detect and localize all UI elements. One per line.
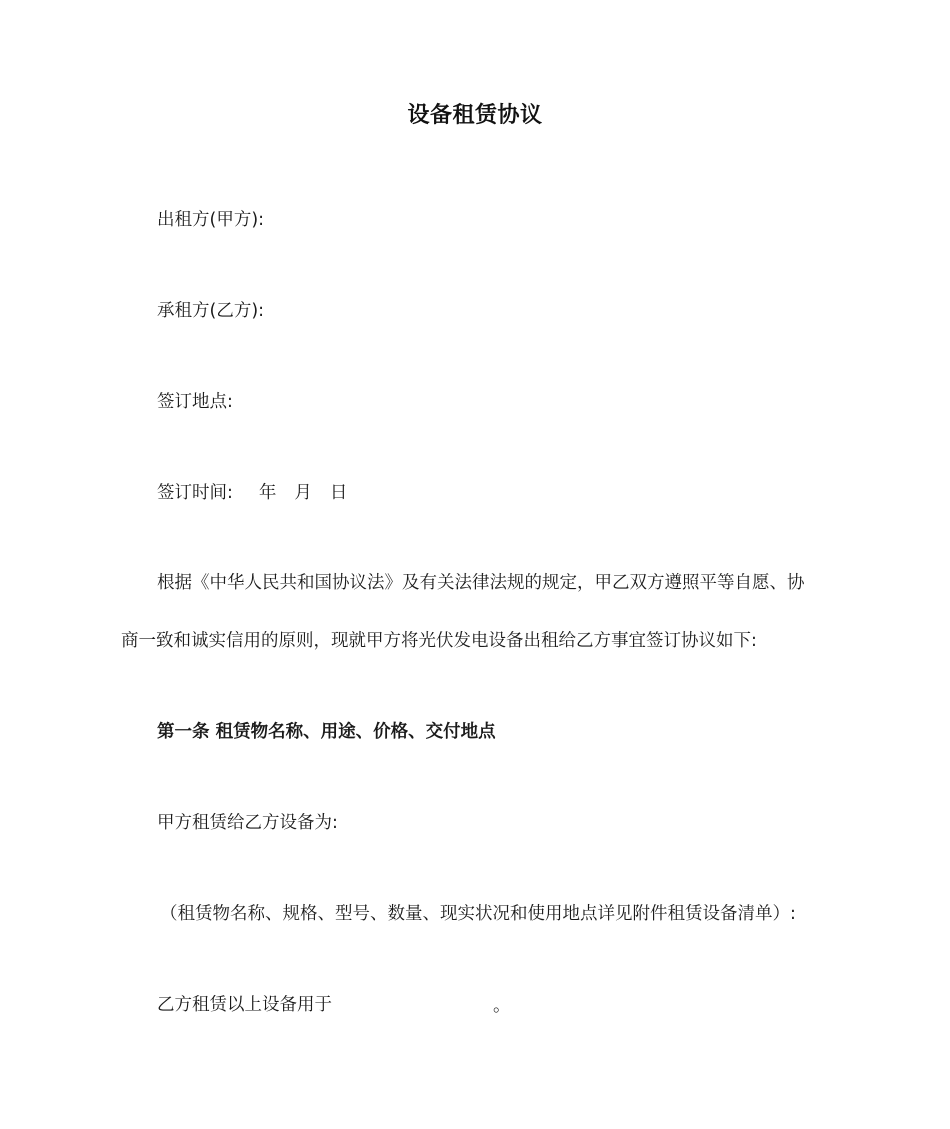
equipment-line: 甲方租赁给乙方设备为: [157, 813, 338, 833]
usage-period: 。 [493, 996, 511, 1016]
signing-place-label: 签订地点: [157, 392, 233, 412]
lessor-label: 出租方(甲方): [157, 210, 265, 230]
signing-date-line [157, 481, 347, 505]
usage-line: 乙方租赁以上设备用于 [157, 995, 332, 1015]
document-title: 设备租赁协议 [407, 103, 543, 128]
article1-heading: 第一条 租赁物名称、用途、价格、交付地点 [157, 722, 496, 742]
intro-paragraph-line2: 商一致和诚实信用的原则，现就甲方将光伏发电设备出租给乙方事宜签订协议如下: [121, 631, 757, 651]
signing-date-label: 签订时间: [157, 483, 233, 503]
intro-paragraph-line1: 根据《中华人民共和国协议法》及有关法律法规的规定，甲乙双方遵照平等自愿、协 [157, 573, 805, 593]
date-year: 年 [258, 483, 277, 503]
date-day: 日 [329, 483, 348, 503]
date-month: 月 [294, 483, 312, 503]
equipment-note: （租赁物名称、规格、型号、数量、现实状况和使用地点详见附件租赁设备清单）: [160, 904, 796, 924]
lessee-label: 承租方(乙方): [157, 301, 265, 321]
